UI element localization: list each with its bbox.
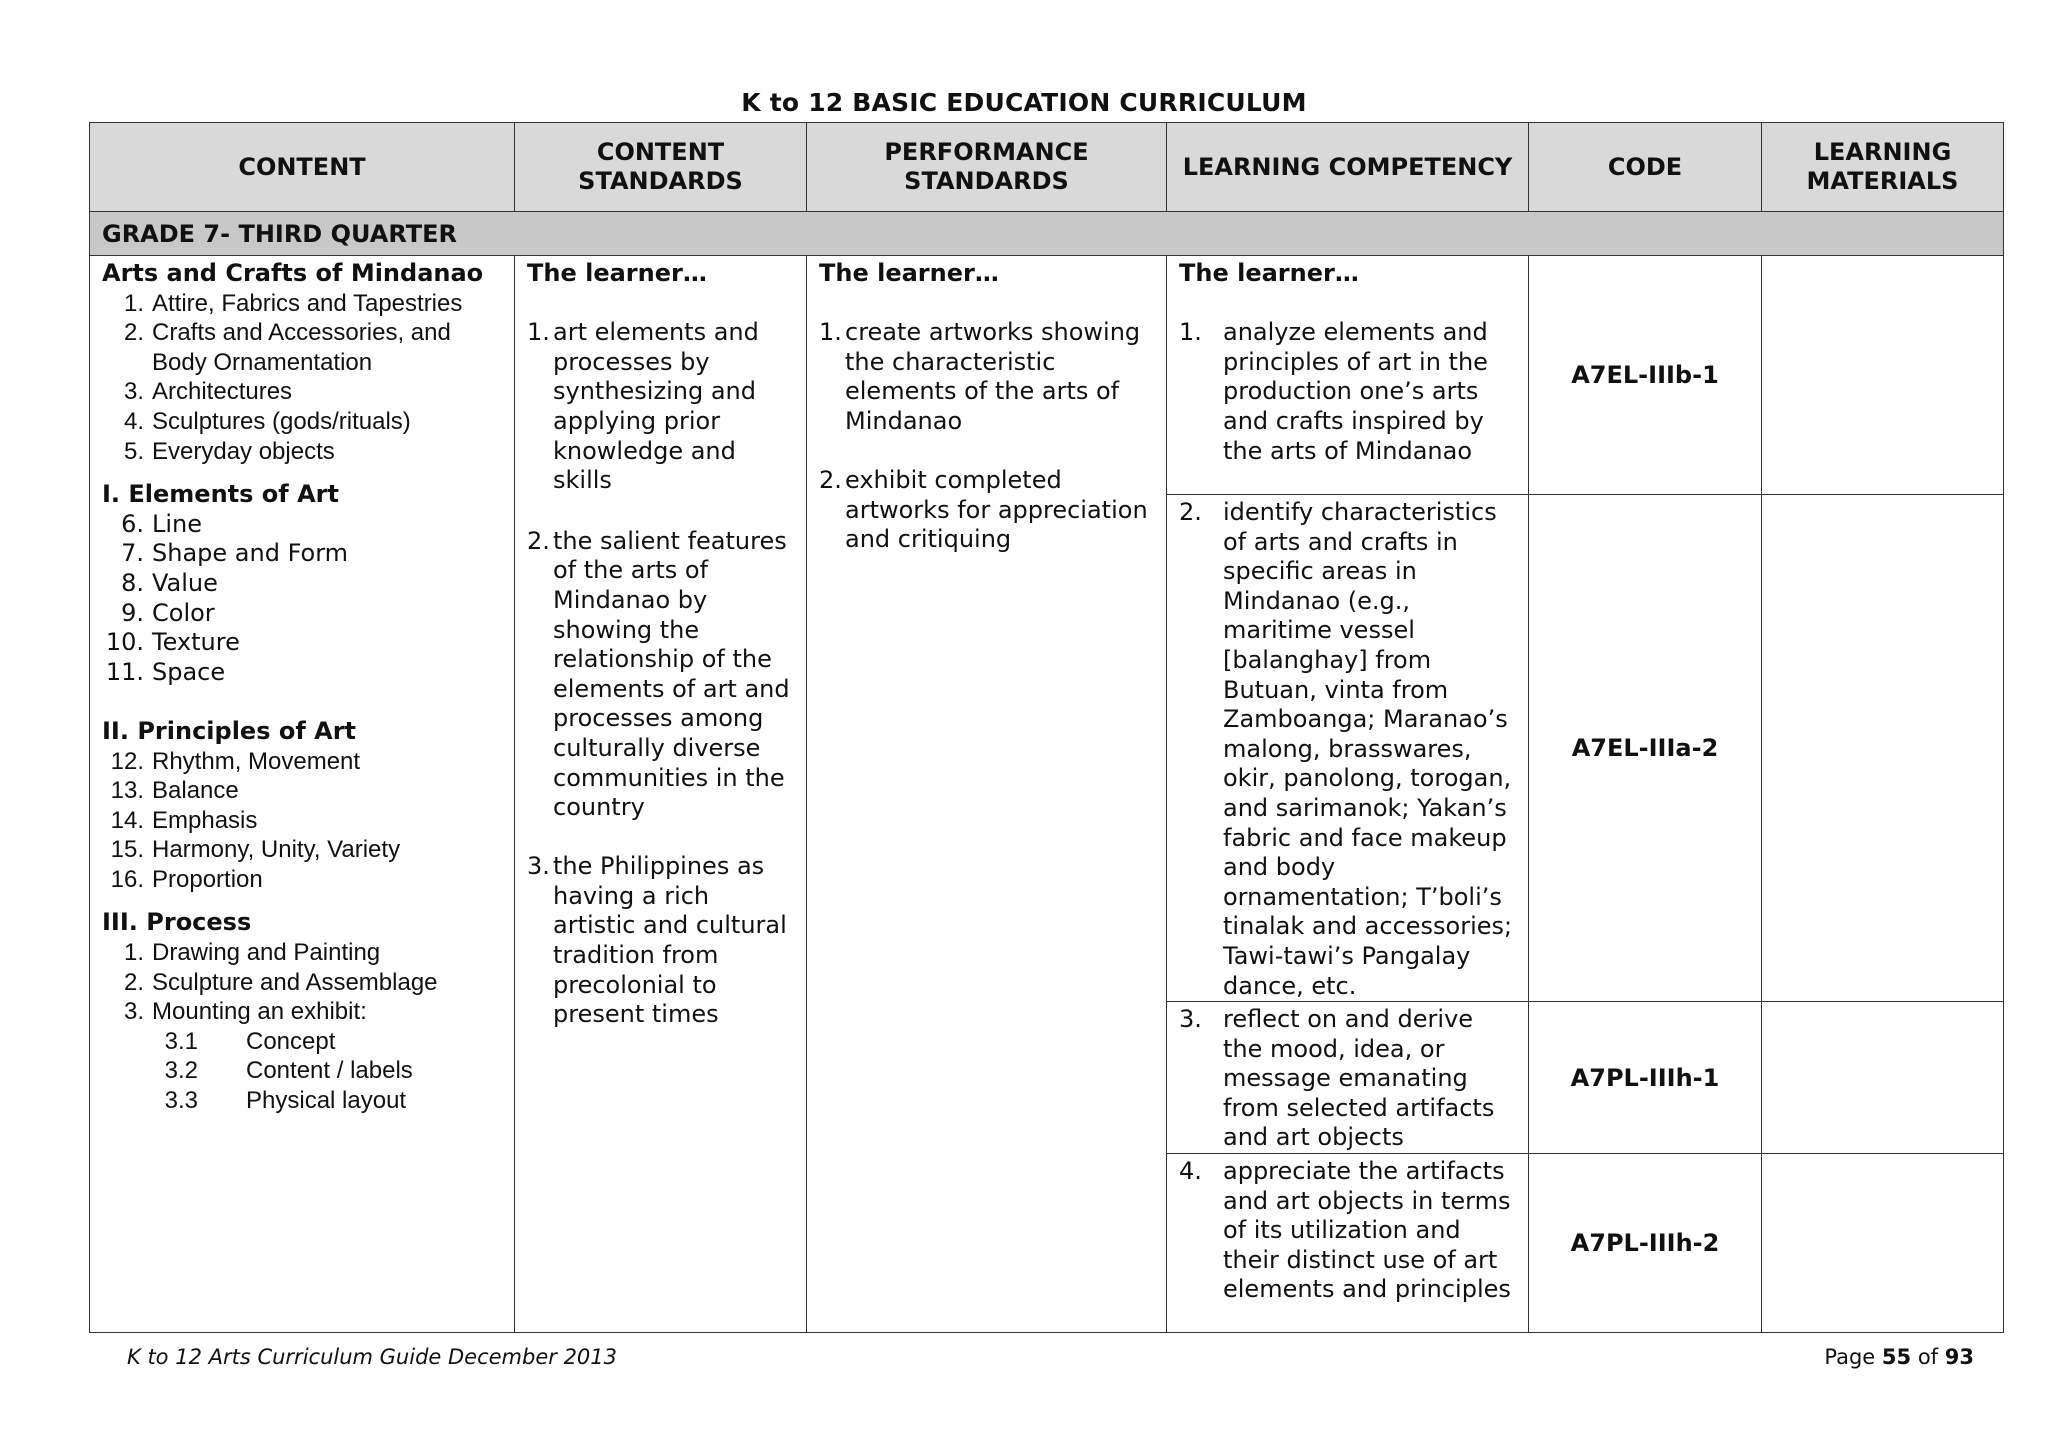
element-item: 8. Value [121,568,218,597]
competency-cell-1 [1167,256,1529,495]
competency-cell-3 [1167,1002,1529,1154]
header-content: CONTENT [90,123,515,212]
exhibit-item: 3.1 Concept [164,1027,336,1055]
content-topic-3: 3. Architectures [123,378,293,406]
competency-item: 1. analyze elements and principles of art in the production one’s arts and crafts inspired by the arts of Mindanao [1179,318,1488,465]
element-item: 11. Space [105,657,226,686]
performance-standards-intro: The learner… [819,259,999,287]
competency-cell-2 [1167,495,1529,1002]
element-item: 6. Line [121,509,203,538]
competency-item: 4. appreciate the artifacts and art objects in terms of its utilization and their distinct use of art elements and principles [1179,1157,1511,1304]
code-cell-1: A7EL-IIIb-1 [1529,256,1762,495]
exhibit-item: 3.2 Content / labels [164,1057,413,1085]
content-topic-5: 5. Everyday objects [123,437,335,465]
content-standards-cell [515,256,807,1333]
quarter-label: GRADE 7- THIRD QUARTER [90,212,2004,256]
process-item: 1. Drawing and Painting [123,939,381,967]
materials-cell-2 [1762,495,2004,1002]
quarter-row [90,212,2004,256]
competency-intro: The learner… [1179,259,1359,287]
code-cell-4: A7PL-IIIh-2 [1529,1154,1762,1333]
content-standard-item: 3. the Philippines as having a rich artistic and cultural tradition from precolonial to present times [527,852,787,1029]
competency-cell-4 [1167,1154,1529,1333]
materials-cell-1 [1762,256,2004,495]
content-topic-1: 1. Attire, Fabrics and Tapestries [123,289,463,317]
code-cell-2: A7EL-IIIa-2 [1529,495,1762,1002]
materials-cell-3 [1762,1002,2004,1154]
header-learning-materials: LEARNING MATERIALS [1762,123,2004,212]
principle-item: 16. Proportion [110,865,263,893]
content-standard-item: 1. art elements and processes by synthesizing and applying prior knowledge and skills [527,318,759,495]
content-title: Arts and Crafts of Mindanao [102,259,484,287]
element-item: 7. Shape and Form [121,539,349,568]
header-content-standards: CONTENT STANDARDS [515,123,807,212]
principle-item: 12. Rhythm, Movement [110,747,361,775]
header-performance-standards: PERFORMANCE STANDARDS [807,123,1167,212]
principle-item: 15. Harmony, Unity, Variety [110,836,401,864]
competency-row-1 [90,256,2004,495]
footer-guide-title: K to 12 Arts Curriculum Guide December 2013 [127,1345,618,1369]
process-item: 3. Mounting an exhibit: [123,998,367,1026]
process-title: III. Process [102,908,252,937]
header-row [90,123,2004,212]
header-learning-competency: LEARNING COMPETENCY [1167,123,1529,212]
competency-item: 2. identify characteristics of arts and crafts in specific areas in Mindanao (e.g., maritime vessel [balanghay] from Butuan, vinta from Zamboanga; Maranao’s malong, brasswares, okir, panolong, torogan, and sarimanok; Yakan’s fabric and face makeup and body ornamentation; T’boli’s tinalak and accessories; Tawi-tawi’s Pangalay dance, etc. [1179,498,1513,1000]
performance-standard-item: 2. exhibit completed artworks for appreciation and critiquing [819,466,1148,554]
elements-title: I. Elements of Art [102,480,339,509]
element-item: 10. Texture [105,628,240,657]
header-code: CODE [1529,123,1762,212]
performance-standard-item: 1. create artworks showing the characteristic elements of the arts of Mindanao [819,318,1141,435]
exhibit-item: 3.3 Physical layout [164,1087,407,1115]
principles-title: II. Principles of Art [102,716,357,745]
curriculum-table [89,122,2004,1333]
content-topic-4: 4. Sculptures (gods/rituals) [123,407,411,435]
document-title: K to 12 BASIC EDUCATION CURRICULUM [741,88,1307,117]
materials-cell-4 [1762,1154,2004,1333]
process-item: 2. Sculpture and Assemblage [123,968,438,996]
competency-item: 3. reflect on and derive the mood, idea, or message emanating from selected artifacts and art objects [1179,1005,1495,1152]
content-cell [90,256,515,1333]
principle-item: 14. Emphasis [110,806,258,834]
element-item: 9. Color [121,598,215,627]
content-standard-item: 2. the salient features of the arts of Mindanao by showing the relationship of the elements of art and processes among culturally diverse communities in the country [527,526,790,822]
content-topic-2: 2. Crafts and Accessories, and Body Ornamentation [123,319,451,376]
footer-page-number: Page 55 of 93 [1824,1345,1974,1369]
performance-standards-cell [807,256,1167,1333]
content-standards-intro: The learner… [527,259,707,287]
code-cell-3: A7PL-IIIh-1 [1529,1002,1762,1154]
principle-item: 13. Balance [110,777,239,805]
